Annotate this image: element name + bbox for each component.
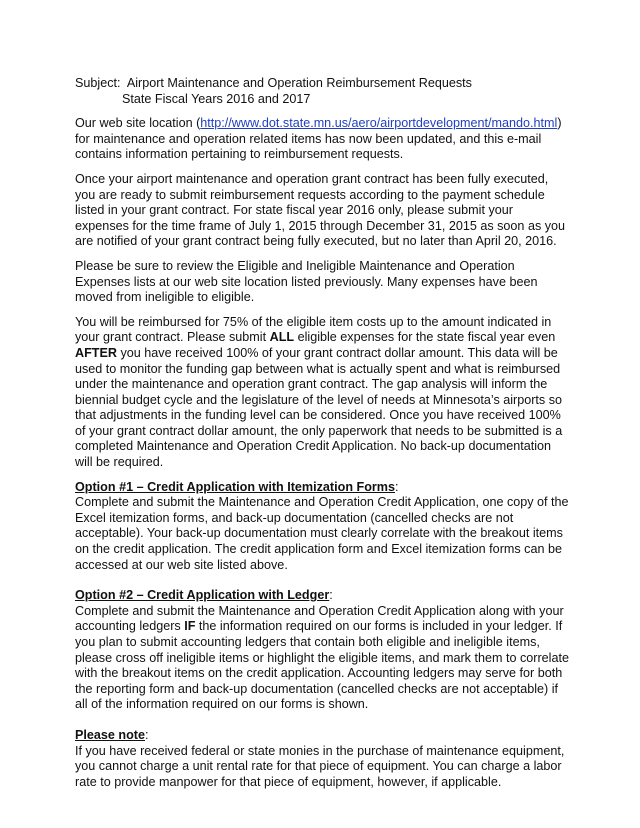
option1-section xyxy=(75,480,570,574)
option2-text-a: Complete and submit the Maintenance and Operation Credit Application along with your accounting ledgers xyxy=(75,603,564,634)
subject-line-1 xyxy=(75,76,570,92)
reimb-text-c: eligible expenses for the state fiscal year even xyxy=(294,330,556,345)
note-section xyxy=(75,728,570,790)
website-link[interactable]: http://www.dot.state.mn.us/aero/airportdevelopment/mando.html xyxy=(200,116,558,131)
option1-heading: Option #1 – Credit Application with Itemization Forms xyxy=(75,479,395,494)
section-spacer xyxy=(75,713,570,728)
subject-line-2: State Fiscal Years 2016 and 2017 xyxy=(122,91,311,106)
intro-paragraph xyxy=(75,116,570,163)
reimbursement-paragraph xyxy=(75,315,570,471)
note-colon: : xyxy=(145,727,149,742)
reimb-bold-all: ALL xyxy=(269,330,295,345)
reimb-text-d: you have received 100% of your grant contract dollar amount. This data will be used to monitor the funding gap between what is actually spent and what is reimbursed under the maintenance and operation grant contract. The gap analysis will inform the biennial budget cycle and the legislature of the level of needs at Minnesota’s airports so that adjustments in the funding level can be considered. Once you have received 100% of your grant contract dollar amount, the only paperwork that needs to be submitted is a completed Maintenance and Operation Credit Application. No back-up documentation will be required. xyxy=(75,345,563,470)
intro-text-before: Our web site location ( xyxy=(75,116,201,131)
option1-heading-line xyxy=(75,480,570,496)
option2-body xyxy=(75,604,570,713)
reimb-bold-after: AFTER xyxy=(75,345,117,360)
section-spacer xyxy=(75,573,570,588)
intro-text-after: ) for maintenance and operation related items has now been updated, and this e-mail contains information pertaining to reimbursement requests. xyxy=(75,116,562,162)
option1-colon: : xyxy=(395,479,399,494)
reimb-text-a: You will be reimbursed for 75% of the eligible item costs up to the amount indicated in your grant contract. Please submit xyxy=(75,314,552,345)
subject-label: Subject: xyxy=(75,76,121,90)
grant-contract-paragraph: Once your airport maintenance and operation grant contract has been fully executed, you are ready to submit reimbursement requests according to the payment schedule listed in your grant contract. For state fiscal year 2016 only, please submit your expenses for the time frame of July 1, 2015 through December 31, 2015 as soon as you are notified of your grant contract being fully executed, but no later than April 20, 2016. xyxy=(75,171,566,249)
option2-text-b: the information required on our forms is included in your ledger. If you plan to submit accounting ledgers that contain both eligible and ineligible items, please cross off ineligible items or highlight the eligible items, and mark them to correlate with the breakout items on the credit application. Accounting ledgers may serve for both the reporting form and back-up documentation (cancelled checks are not acceptable) if all of the information required on our forms is shown. xyxy=(75,619,569,712)
option2-heading-line xyxy=(75,588,570,604)
subject-title: Airport Maintenance and Operation Reimbursement Requests xyxy=(126,76,472,90)
option2-section xyxy=(75,588,570,713)
subject-block xyxy=(75,76,570,107)
eligible-lists-paragraph: Please be sure to review the Eligible and Ineligible Maintenance and Operation Expenses lists at our web site location listed previously. Many expenses have been moved from ineligible to eligible. xyxy=(75,258,538,305)
note-heading-line xyxy=(75,728,570,744)
note-body: If you have received federal or state monies in the purchase of maintenance equipment, you cannot charge a unit rental rate for that piece of equipment. You can charge a labor rate to provide manpower for that piece of equipment, however, if applicable. xyxy=(75,743,565,789)
option2-heading: Option #2 – Credit Application with Ledger xyxy=(75,588,330,603)
option2-bold-if: IF xyxy=(184,619,196,634)
option2-colon: : xyxy=(329,588,333,603)
note-heading: Please note xyxy=(75,727,145,742)
option1-body: Complete and submit the Maintenance and Operation Credit Application, one copy of the Excel itemization forms, and back-up documentation (cancelled checks are not acceptable). Your back-up documentation must clearly correlate with the breakout items on the credit application. The credit application form and Excel itemization forms can be accessed at our web site listed above. xyxy=(75,495,569,572)
